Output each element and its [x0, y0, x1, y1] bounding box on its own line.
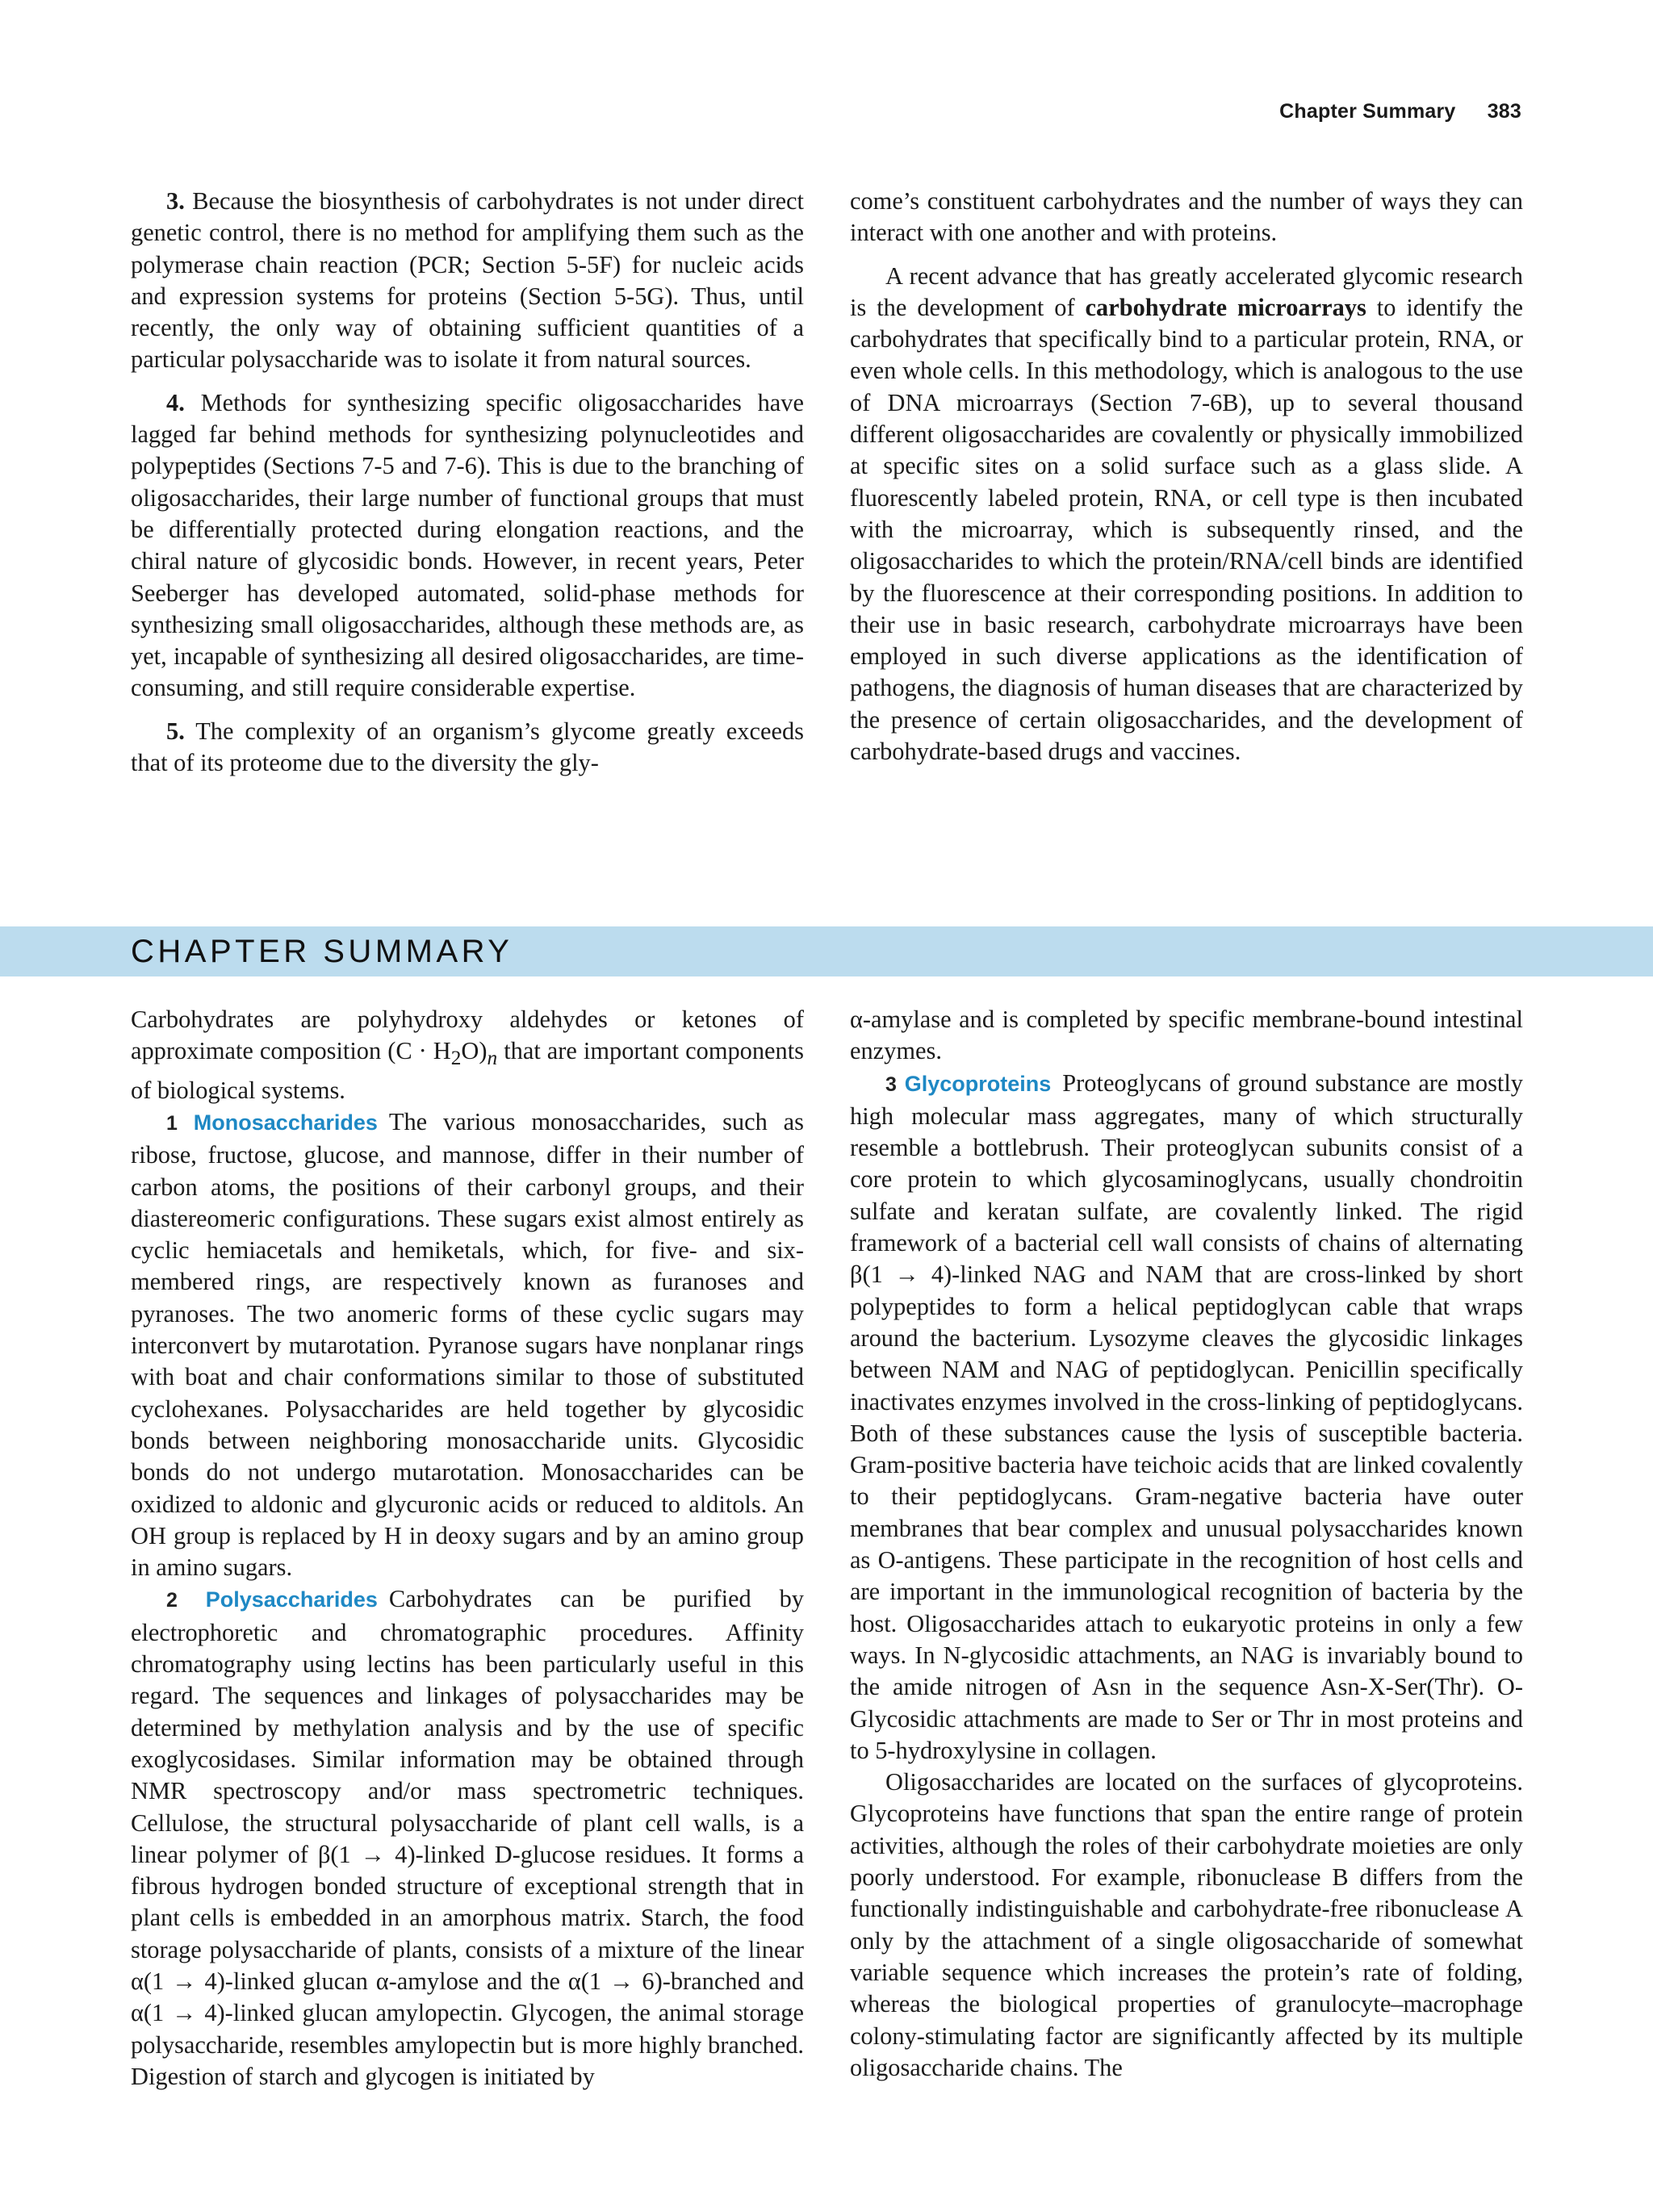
- chapter-summary-title: CHAPTER SUMMARY: [131, 934, 513, 969]
- paragraph-point-4: 4. Methods for synthesizing specific oligosaccharides have lagged far behind methods for synthesizing polynucleotides and polypeptides (Sections 7-5 and 7-6). This is due to the branching of oligosaccharides, their large number of functional groups that must be differentially protected during elongation reactions, and the chiral nature of glycosidic bonds. However, in recent years, Peter Seeberger has developed automated, solid-phase methods for synthesizing small oligosaccharides, although these methods are, as yet, incapable of synthesizing all desired oligosaccharides, are time-consuming, and still require considerable expertise.: [131, 388, 804, 702]
- summary-section-monosaccharides: 1 Monosaccharides The various monosaccharides, such as ribose, fructose, glucose, and mannose, differ in their number of carbon atoms, the positions of their carbonyl groups, and their diastereomeric configurations. These sugars exist almost entirely as cyclic hemiacetals and hemiketals, which, for five- and six-membered rings, are respectively known as furanoses and pyranoses. The two anomeric forms of these cyclic sugars may interconvert by mutarotation. Pyranose sugars have nonplanar rings with boat and chair conformations similar to those of substituted cyclohexanes. Polysaccharides are held together by glycosidic bonds between neighboring monosaccharide units. Glycosidic bonds do not undergo mutarotation. Monosaccharides can be oxidized to aldonic and glycuronic acids or reduced to alditols. An OH group is replaced by H in deoxy sugars and by an amino group in amino sugars.: [131, 1107, 804, 1582]
- summary-final-paragraph: Oligosaccharides are located on the surfaces of glycoproteins. Glycoproteins have functions that span the entire range of protein activities, although the roles of their carbohydrate moieties are only poorly understood. For example, ribonuclease B differs from the functionally indistinguishable and carbohydrate-free ribonuclease A only by the attachment of a single oligosaccharide of somewhat variable sequence which increases the protein’s rate of folding, whereas the biological properties of granulocyte–macrophage colony-stimulating factor are significantly affected by its multiple oligosaccharide chains. The: [850, 1768, 1523, 2081]
- top-right-column: [850, 186, 1523, 767]
- summary-intro: Carbohydrates are polyhydroxy aldehydes or ketones of approximate composition $(C \cdot H_2O)_n$ that are important components of biological systems.: [131, 1006, 804, 1104]
- key-term: carbohydrate microarrays: [1085, 293, 1366, 321]
- section-heading: Polysaccharides: [205, 1587, 378, 1612]
- summary-section-polysaccharides: 2 Polysaccharides Carbohydrates can be purified by electrophoretic and chromatographic procedures. Affinity chromatography using lectins has been particularly useful in this regard. The sequences and linkages of polysaccharides may be determined by methylation analysis and by the use of specific exoglycosidases. Similar information may be obtained through NMR spectroscopy and/or mass spectrometric techniques. Cellulose, the structural polysaccharide of plant cell walls, is a linear polymer of β(1 → 4)-linked D-glucose residues. It forms a fibrous hydrogen bonded structure of exceptional strength that in plant cells is embedded in an amorphous matrix. Starch, the food storage polysaccharide of plants, consists of a mixture of the linear α(1 → 4)-linked glucan α-amylose and the α(1 → 6)-branched and α(1 → 4)-linked glucan amylopectin. Glycogen, the animal storage polysaccharide, resembles amylopectin but is more highly branched. Digestion of starch and glycogen is initiated by: [131, 1585, 804, 2090]
- paragraph-microarrays: A recent advance that has greatly accelerated glycomic research is the development of carbohydrate microarrays to identify the carbohydrates that specifically bind to a particular protein, RNA, or even whole cells. In this methodology, which is analogous to the use of DNA microarrays (Section 7-6B), up to several thousand different oligosaccharides are covalently or physically immobilized at specific sites on a solid surface such as a glass slide. A fluorescently labeled protein, RNA, or cell type is then incubated with the microarray, which is subsequently rinsed, and the oligosaccharides to which the protein/RNA/cell binds are identified by the fluorescence at their corresponding positions. In addition to their use in basic research, carbohydrate microarrays have been employed in such diverse applications as the identification of pathogens, the diagnosis of human diseases that are characterized by the presence of certain oligosaccharides, and the development of carbohydrate-based drugs and vaccines.: [850, 261, 1523, 766]
- summary-right-column: [850, 1004, 1523, 2084]
- summary-left-column: [131, 1004, 804, 2093]
- page-number: 383: [1487, 100, 1521, 123]
- paragraph-point-5: 5. The complexity of an organism’s glycome greatly exceeds that of its proteome due to the diversity the gly-: [131, 717, 804, 777]
- section-heading: Glycoproteins: [904, 1071, 1052, 1096]
- summary-continuation: α-amylase and is completed by specific membrane-bound intestinal enzymes.: [850, 1006, 1523, 1065]
- paragraph-continuation: come’s constituent carbohydrates and the number of ways they can interact with one another and with proteins.: [850, 187, 1523, 247]
- top-left-column: [131, 186, 804, 779]
- section-heading: Monosaccharides: [193, 1110, 378, 1135]
- running-header: [1279, 100, 1521, 123]
- header-section-title: Chapter Summary: [1279, 100, 1456, 123]
- paragraph-point-3: 3. Because the biosynthesis of carbohydrates is not under direct genetic control, there is no method for amplifying them such as the polymerase chain reaction (PCR; Section 5-5F) for nucleic acids and expression systems for proteins (Section 5-5G). Thus, until recently, the only way of obtaining sufficient quantities of a particular polysaccharide was to isolate it from natural sources.: [131, 187, 804, 374]
- summary-section-glycoproteins: 3 Glycoproteins Proteoglycans of ground substance are mostly high molecular mass aggregates, many of which structurally resemble a bottlebrush. Their proteoglycan subunits consist of a core protein to which glycosaminoglycans, usually chondroitin sulfate and keratan sulfate, are covalently linked. The rigid framework of a bacterial cell wall consists of chains of alternating β(1 → 4)-linked NAG and NAM that are cross-linked by short polypeptides to form a helical peptidoglycan cable that wraps around the bacterium. Lysozyme cleaves the glycosidic linkages between NAM and NAG of peptidoglycan. Penicillin specifically inactivates enzymes involved in the cross-linking of peptidoglycans. Both of these substances cause the lysis of susceptible bacteria. Gram-positive bacteria have teichoic acids that are linked covalently to their peptidoglycans. Gram-negative bacteria have outer membranes that bear complex and unusual polysaccharides known as O-antigens. These participate in the recognition of host cells and are important in the immunological recognition of bacteria by the host. Oligosaccharides attach to eukaryotic proteins in only a few ways. In N-glycosidic attachments, an NAG is invariably bound to the amide nitrogen of Asn in the sequence Asn-X-Ser(Thr). O-Glycosidic attachments are made to Ser or Thr in most proteins and to 5-hydroxylysine in collagen.: [850, 1068, 1523, 1764]
